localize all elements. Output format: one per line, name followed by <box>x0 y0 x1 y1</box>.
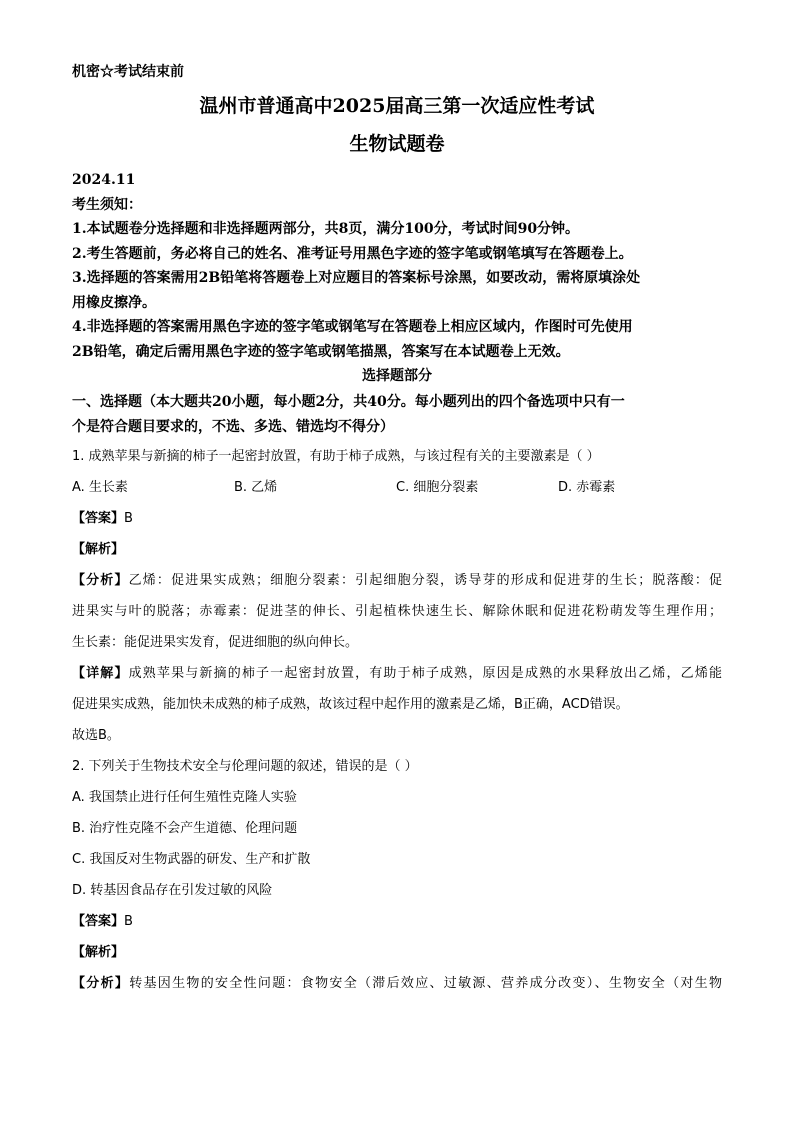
option-c: C. 我国反对生物武器的研发、生产和扩散 <box>72 851 311 867</box>
analysis-line: 进果实与叶的脱落；赤霉素：促进茎的伸长、引起植株快速生长、解除休眠和促进花粉萌发等生理作用； <box>72 603 722 619</box>
notice-item: 2.考生答题前，务必将自己的姓名、准考证号用黑色字迹的签字笔或钢笔填写在答题卷上。 <box>72 245 633 262</box>
option-a: A. 生长素 <box>72 479 128 495</box>
notice-item: 用橡皮擦净。 <box>72 294 156 311</box>
answer-value: B <box>124 510 133 526</box>
answer-line <box>72 503 722 534</box>
analysis-tag: 【解析】 <box>72 541 125 557</box>
fenxi-tag: 【分析】 <box>72 572 129 588</box>
analysis-line <box>72 565 722 596</box>
answer-line <box>72 906 722 937</box>
answer-tag: 【答案】 <box>72 510 125 526</box>
option-b: B. 治疗性克隆不会产生道德、伦理问题 <box>72 820 298 836</box>
question-2 <box>72 751 722 999</box>
answer-tag: 【答案】 <box>72 913 125 929</box>
answer-value: B <box>124 913 133 929</box>
option-c: C. 细胞分裂素 <box>396 479 479 495</box>
conclusion-line: 故选B。 <box>72 727 120 743</box>
option-a: A. 我国禁止进行任何生殖性克隆人实验 <box>72 789 297 805</box>
detail-text: 成熟苹果与新摘的柿子一起密封放置，有助于柿子成熟，原因是成熟的水果释放出乙烯，乙烯能 <box>128 665 722 681</box>
analysis-tag: 【解析】 <box>72 944 125 960</box>
fenxi-text: 乙烯：促进果实成熟；细胞分裂素：引起细胞分裂，诱导芽的形成和促进芽的生长；脱落酸：促 <box>128 572 722 588</box>
notice-heading: 考生须知： <box>72 196 142 213</box>
option-d: D. 赤霉素 <box>558 479 616 495</box>
exam-title: 温州市普通高中2025届高三第一次适应性考试 <box>199 95 595 117</box>
notice-item: 3.选择题的答案需用2B铅笔将答题卷上对应题目的答案标号涂黑，如要改动，需将原填涂处 <box>72 270 641 286</box>
document-page <box>72 60 722 999</box>
fenxi-tag: 【分析】 <box>72 975 130 991</box>
option-b: B. 乙烯 <box>234 479 278 495</box>
analysis-line: 生长素：能促进果实发育，促进细胞的纵向伸长。 <box>72 634 359 650</box>
analysis-line <box>72 968 722 999</box>
detail-line <box>72 658 722 689</box>
exam-subtitle: 生物试题卷 <box>349 133 445 155</box>
detail-line: 促进果实成熟，能加快未成熟的柿子成熟，故该过程中起作用的激素是乙烯，B正确，ACD错误。 <box>72 696 629 712</box>
question-options <box>72 472 722 503</box>
question-stem: 2. 下列关于生物技术安全与伦理问题的叙述，错误的是（ ） <box>72 758 418 774</box>
exam-date: 2024.11 <box>72 172 136 188</box>
notice-item: 4.非选择题的答案需用黑色字迹的签字笔或钢笔写在答题卷上相应区域内，作图时可先使用 <box>72 319 633 335</box>
option-d: D. 转基因食品存在引发过敏的风险 <box>72 882 273 898</box>
notice-item: 1.本试题卷分选择题和非选择题两部分，共8页，满分100分，考试时间90分钟。 <box>72 221 580 237</box>
detail-tag: 【详解】 <box>72 665 129 681</box>
notice-block <box>72 193 722 365</box>
question-1 <box>72 441 722 751</box>
section-heading-cont: 个是符合题目要求的，不选、多选、错选均不得分） <box>72 419 394 435</box>
part-title: 选择题部分 <box>362 368 432 384</box>
section-heading: 一、选择题（本大题共20小题，每小题2分，共40分。每小题列出的四个备选项中只有一 <box>72 393 625 410</box>
fenxi-text: 转基因生物的安全性问题：食物安全（滞后效应、过敏源、营养成分改变）、生物安全（对生物 <box>129 975 722 991</box>
confidential-mark: 机密☆考试结束前 <box>72 64 184 80</box>
question-stem: 1. 成熟苹果与新摘的柿子一起密封放置，有助于柿子成熟，与该过程有关的主要激素是（ ） <box>72 448 600 464</box>
notice-item: 2B铅笔，确定后需用黑色字迹的签字笔或钢笔描黑，答案写在本试题卷上无效。 <box>72 343 570 360</box>
